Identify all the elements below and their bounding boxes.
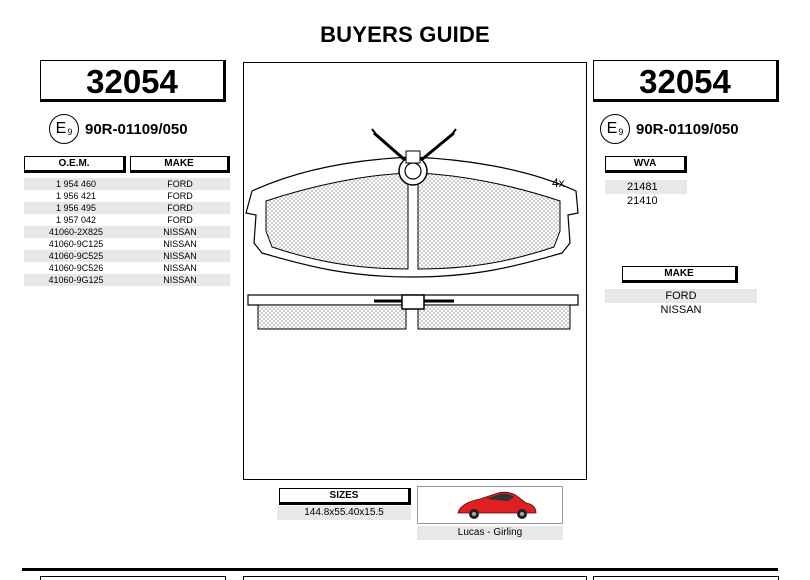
table-row	[24, 190, 230, 202]
brand-label: Lucas - Girling	[417, 526, 563, 540]
sizes-value: 144.8x55.40x15.5	[277, 506, 411, 520]
oem-number: 41060-9G125	[48, 275, 104, 285]
wva-item: 21410	[627, 195, 658, 207]
oem-number: 1 957 042	[55, 215, 97, 225]
oem-number: 1 956 421	[55, 191, 97, 201]
table-row	[24, 274, 230, 286]
oem-make: NISSAN	[163, 239, 197, 249]
make-item: NISSAN	[660, 304, 702, 316]
make-list	[605, 289, 757, 317]
certification-code: 90R-01109/050	[636, 120, 739, 138]
oem-make: NISSAN	[163, 227, 197, 237]
page-title: BUYERS GUIDE	[320, 22, 490, 47]
oem-make: FORD	[167, 215, 193, 225]
oem-number: 1 954 460	[55, 179, 97, 189]
brake-pad-illustration	[244, 63, 585, 478]
sizes-header: SIZES	[279, 488, 411, 505]
oem-make: FORD	[167, 203, 193, 213]
part-number-right: 32054	[593, 60, 779, 102]
e-mark-icon: E $_9$	[49, 114, 79, 144]
certification-left	[49, 114, 188, 144]
certification-right	[600, 114, 739, 144]
table-row	[24, 226, 230, 238]
next-section-stub	[40, 576, 226, 580]
wva-header: WVA	[605, 156, 687, 173]
e-mark-icon: E $_9$	[600, 114, 630, 144]
oem-make: NISSAN	[163, 251, 197, 261]
oem-header: O.E.M.	[24, 156, 126, 173]
table-row	[24, 202, 230, 214]
make-header-right: MAKE	[622, 266, 738, 283]
table-row	[24, 262, 230, 274]
oem-make: FORD	[167, 191, 193, 201]
oem-table	[24, 178, 230, 286]
wva-item: 21481	[605, 180, 687, 194]
table-row	[24, 178, 230, 190]
page-divider	[22, 568, 778, 571]
make-item: FORD	[605, 289, 757, 303]
oem-number: 41060-9C526	[48, 263, 104, 273]
certification-code: 90R-01109/050	[85, 120, 188, 138]
quantity-label: 4x	[552, 176, 565, 190]
part-number-left: 32054	[40, 60, 226, 102]
oem-number: 1 956 495	[55, 203, 97, 213]
car-image	[417, 486, 563, 524]
brake-pad-drawing	[243, 62, 587, 480]
oem-make: NISSAN	[163, 275, 197, 285]
oem-number: 41060-9C525	[48, 251, 104, 261]
oem-make: FORD	[167, 179, 193, 189]
next-section-stub	[243, 576, 587, 580]
make-header-left: MAKE	[130, 156, 230, 173]
table-row	[24, 250, 230, 262]
table-row	[24, 214, 230, 226]
oem-number: 41060-2X825	[48, 227, 104, 237]
next-section-stub	[593, 576, 779, 580]
oem-make: NISSAN	[163, 263, 197, 273]
car-icon	[418, 487, 562, 523]
table-row	[24, 238, 230, 250]
wva-list	[605, 180, 687, 208]
oem-number: 41060-9C125	[48, 239, 104, 249]
